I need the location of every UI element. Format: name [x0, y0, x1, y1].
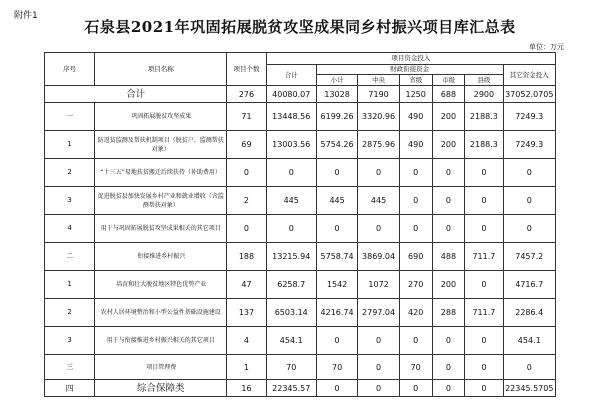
row-seq: 二: [45, 243, 95, 271]
row-county: 0: [465, 215, 503, 243]
row-other: 7457.2: [503, 243, 555, 271]
row-county: 711.7: [465, 243, 503, 271]
row-total: 0: [266, 215, 316, 243]
row-central: 0: [358, 215, 399, 243]
row-count: 188: [227, 243, 266, 271]
row-seq: 1: [45, 271, 95, 299]
table-row: [45, 327, 556, 355]
row-provincial: 70: [399, 355, 432, 380]
header-provincial: 省级: [399, 75, 432, 86]
row-seq: 3: [45, 187, 95, 215]
row-total: 13448.56: [266, 103, 316, 131]
row-count: 137: [227, 299, 266, 327]
row-city: 0: [432, 355, 465, 380]
row-central: 0: [358, 159, 399, 187]
row-total: 454.1: [266, 327, 316, 355]
row-total: 6258.7: [266, 271, 316, 299]
row-other: 4716.7: [503, 271, 555, 299]
row-count: 71: [227, 103, 266, 131]
row-city: 200: [432, 103, 465, 131]
row-subtotal: 1542: [316, 271, 357, 299]
row-provincial: 270: [399, 271, 432, 299]
row-other: 0: [503, 215, 555, 243]
row-name: 用于与衔接推进乡村振兴相关的其它项目: [95, 327, 227, 355]
row-city: 0: [432, 159, 465, 187]
row-count: 0: [227, 159, 266, 187]
row-subtotal: 0: [316, 380, 357, 397]
row-total: 13003.56: [266, 131, 316, 159]
total-provincial: 1250: [399, 86, 432, 103]
row-subtotal: 5754.26: [316, 131, 357, 159]
row-central: 2797.04: [358, 299, 399, 327]
row-city: 0: [432, 380, 465, 397]
row-city: 200: [432, 131, 465, 159]
row-provincial: 0: [399, 380, 432, 397]
row-seq: 四: [45, 380, 95, 397]
row-seq: 2: [45, 299, 95, 327]
table-row: [45, 215, 556, 243]
row-total: 70: [266, 355, 316, 380]
row-seq: 三: [45, 355, 95, 380]
row-seq: 4: [45, 215, 95, 243]
header-total: 合计: [266, 65, 316, 86]
row-provincial: 0: [399, 327, 432, 355]
table-row: [45, 355, 556, 380]
row-central: 2875.96: [358, 131, 399, 159]
row-count: 47: [227, 271, 266, 299]
row-other: 0: [503, 355, 555, 380]
row-name: 项目管理费: [95, 355, 227, 380]
attachment-label: 附件1: [14, 11, 38, 21]
row-other: 7249.3: [503, 103, 555, 131]
header-fiscal: 财政衔接资金: [316, 65, 503, 75]
row-central: 0: [358, 355, 399, 380]
row-seq: 2: [45, 159, 95, 187]
row-total: 445: [266, 187, 316, 215]
row-name: 农村人居环境整治和小型公益性基础设施建设: [95, 299, 227, 327]
row-city: 200: [432, 271, 465, 299]
row-subtotal: 6199.26: [316, 103, 357, 131]
table-row: [45, 271, 556, 299]
header-city: 市级: [432, 75, 465, 86]
header-investment: 项目资金投入: [266, 53, 555, 65]
unit-label: 单位：万元: [529, 43, 564, 51]
row-subtotal: 0: [316, 159, 357, 187]
row-seq: 1: [45, 131, 95, 159]
row-county: 0: [465, 271, 503, 299]
row-central: 445: [358, 187, 399, 215]
row-provincial: 490: [399, 131, 432, 159]
row-city: 488: [432, 243, 465, 271]
row-provincial: 0: [399, 159, 432, 187]
table-header: [45, 53, 556, 86]
total-label: 合计: [45, 86, 227, 103]
row-provincial: 420: [399, 299, 432, 327]
row-county: 0: [465, 187, 503, 215]
table-row: [45, 299, 556, 327]
row-county: 0: [465, 327, 503, 355]
row-provincial: 0: [399, 215, 432, 243]
row-subtotal: 0: [316, 215, 357, 243]
row-provincial: 690: [399, 243, 432, 271]
row-city: 0: [432, 215, 465, 243]
row-name: “十三五”易地扶贫搬迁后续扶持（补助费用）: [95, 159, 227, 187]
table-row: [45, 159, 556, 187]
table-row: [45, 243, 556, 271]
row-count: 69: [227, 131, 266, 159]
header-seq: 序号: [45, 53, 95, 86]
row-other: 2286.4: [503, 299, 555, 327]
row-provincial: 0: [399, 187, 432, 215]
header-name: 项目名称: [95, 53, 227, 86]
row-name: 促进脱贫县加快发展乡村产业和就业增收（含监测帮扶对象）: [95, 187, 227, 215]
row-name: 培育和壮大脱贫地区特色优势产业: [95, 271, 227, 299]
row-other: 454.1: [503, 327, 555, 355]
header-subtotal: 小计: [316, 75, 357, 86]
table-row: [45, 103, 556, 131]
row-county: 2188.3: [465, 103, 503, 131]
row-subtotal: 445: [316, 187, 357, 215]
row-count: 0: [227, 215, 266, 243]
header-count: 项目个数: [227, 53, 266, 86]
row-seq: 一: [45, 103, 95, 131]
total-count: 276: [227, 86, 266, 103]
row-total: 0: [266, 159, 316, 187]
row-count: 1: [227, 355, 266, 380]
total-row: [45, 86, 556, 103]
row-city: 0: [432, 187, 465, 215]
summary-table: [44, 52, 556, 397]
row-subtotal: 0: [316, 327, 357, 355]
row-total: 6503.14: [266, 299, 316, 327]
row-county: 2188.3: [465, 131, 503, 159]
row-central: 0: [358, 327, 399, 355]
row-other: 0: [503, 187, 555, 215]
header-central: 中央: [358, 75, 399, 86]
total-city: 688: [432, 86, 465, 103]
row-provincial: 490: [399, 103, 432, 131]
row-central: 3869.04: [358, 243, 399, 271]
row-count: 16: [227, 380, 266, 397]
row-name: 综合保障类: [95, 380, 227, 397]
document-title: 石泉县2021年巩固拓展脱贫攻坚成果同乡村振兴项目库汇总表: [84, 18, 516, 36]
table-row: [45, 380, 556, 397]
row-central: 3320.96: [358, 103, 399, 131]
header-other: 其它资金投入: [503, 65, 555, 86]
row-subtotal: 4216.74: [316, 299, 357, 327]
row-name: 衔接推进乡村振兴: [95, 243, 227, 271]
total-total: 40080.07: [266, 86, 316, 103]
row-county: 0: [465, 380, 503, 397]
row-count: 4: [227, 327, 266, 355]
row-county: 0: [465, 355, 503, 380]
row-county: 0: [465, 159, 503, 187]
row-total: 13215.94: [266, 243, 316, 271]
row-city: 0: [432, 327, 465, 355]
table-row: [45, 131, 556, 159]
row-name: 防返贫监测及帮扶机制项目（脱贫户、监测帮扶对象）: [95, 131, 227, 159]
row-city: 288: [432, 299, 465, 327]
total-county: 2900: [465, 86, 503, 103]
row-seq: 3: [45, 327, 95, 355]
row-central: 1072: [358, 271, 399, 299]
row-subtotal: 70: [316, 355, 357, 380]
total-subtotal: 13028: [316, 86, 357, 103]
row-total: 22345.57: [266, 380, 316, 397]
row-subtotal: 5758.74: [316, 243, 357, 271]
row-other: 22345.5705: [503, 380, 555, 397]
total-central: 7190: [358, 86, 399, 103]
row-name: 用于与巩固拓展脱贫攻坚成果相关的其它项目: [95, 215, 227, 243]
total-other: 37052.0705: [503, 86, 555, 103]
row-other: 7249.3: [503, 131, 555, 159]
header-county: 县级: [465, 75, 503, 86]
row-other: 0: [503, 159, 555, 187]
row-central: 0: [358, 380, 399, 397]
row-county: 711.7: [465, 299, 503, 327]
row-name: 巩固拓展脱贫攻坚成果: [95, 103, 227, 131]
table-row: [45, 187, 556, 215]
row-count: 2: [227, 187, 266, 215]
